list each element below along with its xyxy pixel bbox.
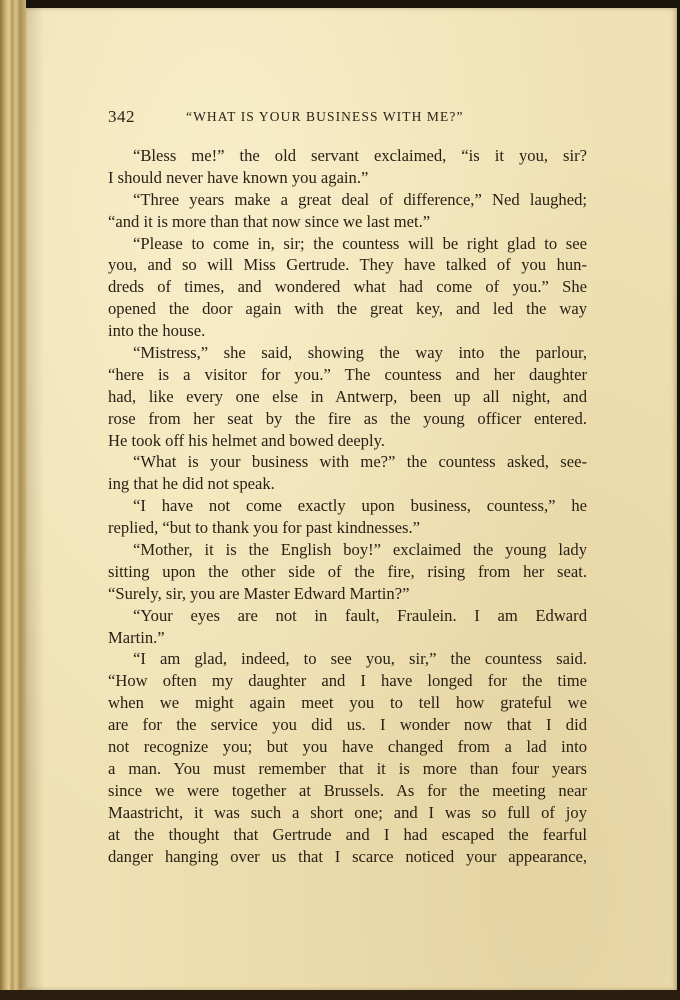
- text-line: “Mother, it is the English boy!” exclaimed the young lady: [133, 540, 587, 560]
- text-line: at the thought that Gertrude and I had escaped the fearful: [108, 824, 587, 844]
- text-line: “Please to come in, sir; the countess will be right glad to see: [133, 233, 587, 253]
- text-line: Martin.”: [108, 627, 165, 647]
- text-line: danger hanging over us that I scarce noticed your appearance,: [108, 846, 587, 866]
- text-line: replied, “but to thank you for past kindnesses.”: [108, 518, 420, 538]
- body-text: [108, 145, 587, 867]
- text-line: ing that he did not speak.: [108, 474, 275, 494]
- text-line: “Surely, sir, you are Master Edward Martin?”: [108, 583, 410, 603]
- text-line: I should never have known you again.”: [108, 167, 369, 187]
- running-head: “WHAT IS YOUR BUSINESS WITH ME?”: [186, 109, 464, 124]
- text-line: dreds of times, and wondered what had come of you.” She: [108, 277, 587, 297]
- text-line: “I am glad, indeed, to see you, sir,” the countess said.: [133, 649, 587, 669]
- text-line: opened the door again with the great key, and led the way: [108, 299, 587, 319]
- text-line: He took off his helmet and bowed deeply.: [108, 430, 385, 450]
- page-number: 342: [108, 107, 135, 126]
- text-line: you, and so will Miss Gertrude. They have talked of you hun-: [108, 255, 587, 275]
- text-line: “I have not come exactly upon business, countess,” he: [133, 496, 587, 516]
- text-line: “How often my daughter and I have longed for the time: [108, 671, 587, 691]
- text-line: sitting upon the other side of the fire, rising from her seat.: [108, 561, 587, 581]
- text-line: “and it is more than that now since we last met.”: [108, 211, 431, 231]
- text-line: “Your eyes are not in fault, Fraulein. I am Edward: [133, 605, 587, 625]
- page-edges: [0, 0, 26, 1000]
- text-line: since we were together at Brussels. As for the meeting near: [108, 780, 587, 800]
- text-line: “What is your business with me?” the countess asked, see-: [133, 452, 587, 472]
- text-line: “Bless me!” the old servant exclaimed, “is it you, sir?: [133, 146, 587, 165]
- scan-bottom-border: [0, 990, 680, 1000]
- text-line: a man. You must remember that it is more than four years: [108, 758, 587, 778]
- text-line: when we might again meet you to tell how grateful we: [108, 693, 587, 713]
- text-line: into the house.: [108, 321, 206, 341]
- text-line: “Mistress,” she said, showing the way into the parlour,: [133, 343, 587, 363]
- page-header: [108, 104, 608, 130]
- text-line: rose from her seat by the fire as the young officer entered.: [108, 408, 587, 428]
- text-line: “here is a visitor for you.” The countess and her daughter: [108, 364, 587, 384]
- text-line: not recognize you; but you have changed from a lad into: [108, 737, 587, 757]
- text-line: had, like every one else in Antwerp, been up all night, and: [108, 386, 587, 406]
- text-line: “Three years make a great deal of difference,” Ned laughed;: [133, 189, 587, 209]
- text-line: are for the service you did us. I wonder now that I did: [108, 715, 587, 735]
- text-line: Maastricht, it was such a short one; and I was so full of joy: [108, 802, 587, 822]
